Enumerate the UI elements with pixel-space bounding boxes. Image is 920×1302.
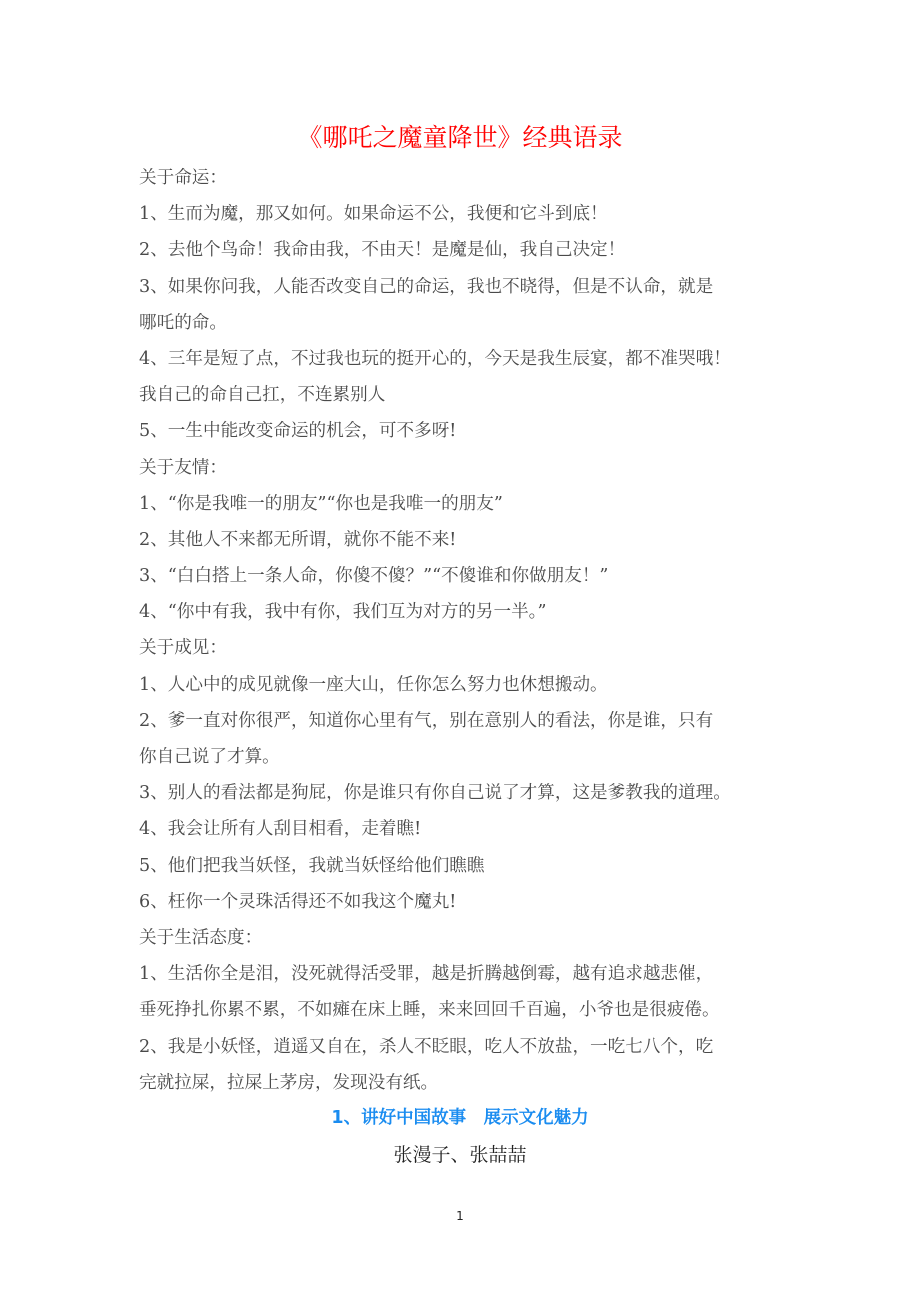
quote-line: 垂死挣扎你累不累，不如瘫在床上睡，来来回回千百遍，小爷也是很疲倦。 [139, 1000, 720, 1021]
quote-line: 5、一生中能改变命运的机会，可不多呀! [139, 421, 457, 442]
quote-line: 哪吒的命。 [139, 312, 227, 333]
quote-line: 4、我会让所有人刮目相看，走着瞧! [139, 819, 422, 840]
quote-line: 1、生而为魔，那又如何。如果命运不公，我便和它斗到底！ [139, 204, 608, 225]
authors-line: 张漫子、张喆喆 [393, 1144, 527, 1166]
section-subtitle: 1、讲好中国故事 展示文化魅力 [331, 1108, 589, 1128]
quote-line: 3、如果你问我，人能否改变自己的命运，我也不晓得，但是不认命，就是 [139, 276, 714, 297]
quote-line: 我自己的命自己扛，不连累别人 [139, 385, 386, 406]
section-heading-life-attitude: 关于生活态度： [139, 927, 263, 948]
quote-line: 完就拉屎，拉屎上茅房，发现没有纸。 [139, 1072, 439, 1093]
quote-line: 4、“你中有我，我中有你，我们互为对方的另一半。” [139, 602, 547, 623]
quote-line: 4、三年是短了点，不过我也玩的挺开心的，今天是我生辰宴，都不准哭哦！ [139, 348, 731, 369]
document-title: 《哪吒之魔童降世》经典语录 [297, 123, 623, 152]
quote-line: 1、“你是我唯一的朋友”“你也是我唯一的朋友” [139, 493, 503, 514]
quote-line: 3、“白白搭上一条人命，你傻不傻？”“不傻谁和你做朋友！” [139, 566, 609, 587]
quote-line: 3、别人的看法都是狗屁，你是谁只有你自己说了才算，这是爹教我的道理。 [139, 783, 731, 804]
quote-line: 2、爹一直对你很严，知道你心里有气，别在意别人的看法，你是谁，只有 [139, 710, 714, 731]
quote-line: 2、我是小妖怪，逍遥又自在，杀人不眨眼，吃人不放盐，一吃七八个，吃 [139, 1036, 714, 1057]
section-heading-fate: 关于命运： [139, 168, 227, 188]
quote-line: 1、人心中的成见就像一座大山，任你怎么努力也休想搬动。 [139, 674, 608, 695]
quote-body [139, 160, 791, 1101]
quote-line: 2、其他人不来都无所谓，就你不能不来! [139, 529, 457, 550]
quote-line: 1、生活你全是泪，没死就得活受罪，越是折腾越倒霉，越有追求越悲催， [139, 964, 714, 985]
section-heading-prejudice: 关于成见： [139, 638, 227, 659]
page-number: 1 [456, 1209, 464, 1223]
quote-line: 6、枉你一个灵珠活得还不如我这个魔丸! [139, 891, 457, 912]
section-heading-friendship: 关于友情： [139, 457, 227, 478]
quote-line: 5、他们把我当妖怪，我就当妖怪给他们瞧瞧 [139, 855, 485, 876]
quote-line: 你自己说了才算。 [139, 747, 280, 767]
quote-line: 2、去他个鸟命！我命由我，不由天！是魔是仙，我自己决定！ [139, 240, 626, 261]
